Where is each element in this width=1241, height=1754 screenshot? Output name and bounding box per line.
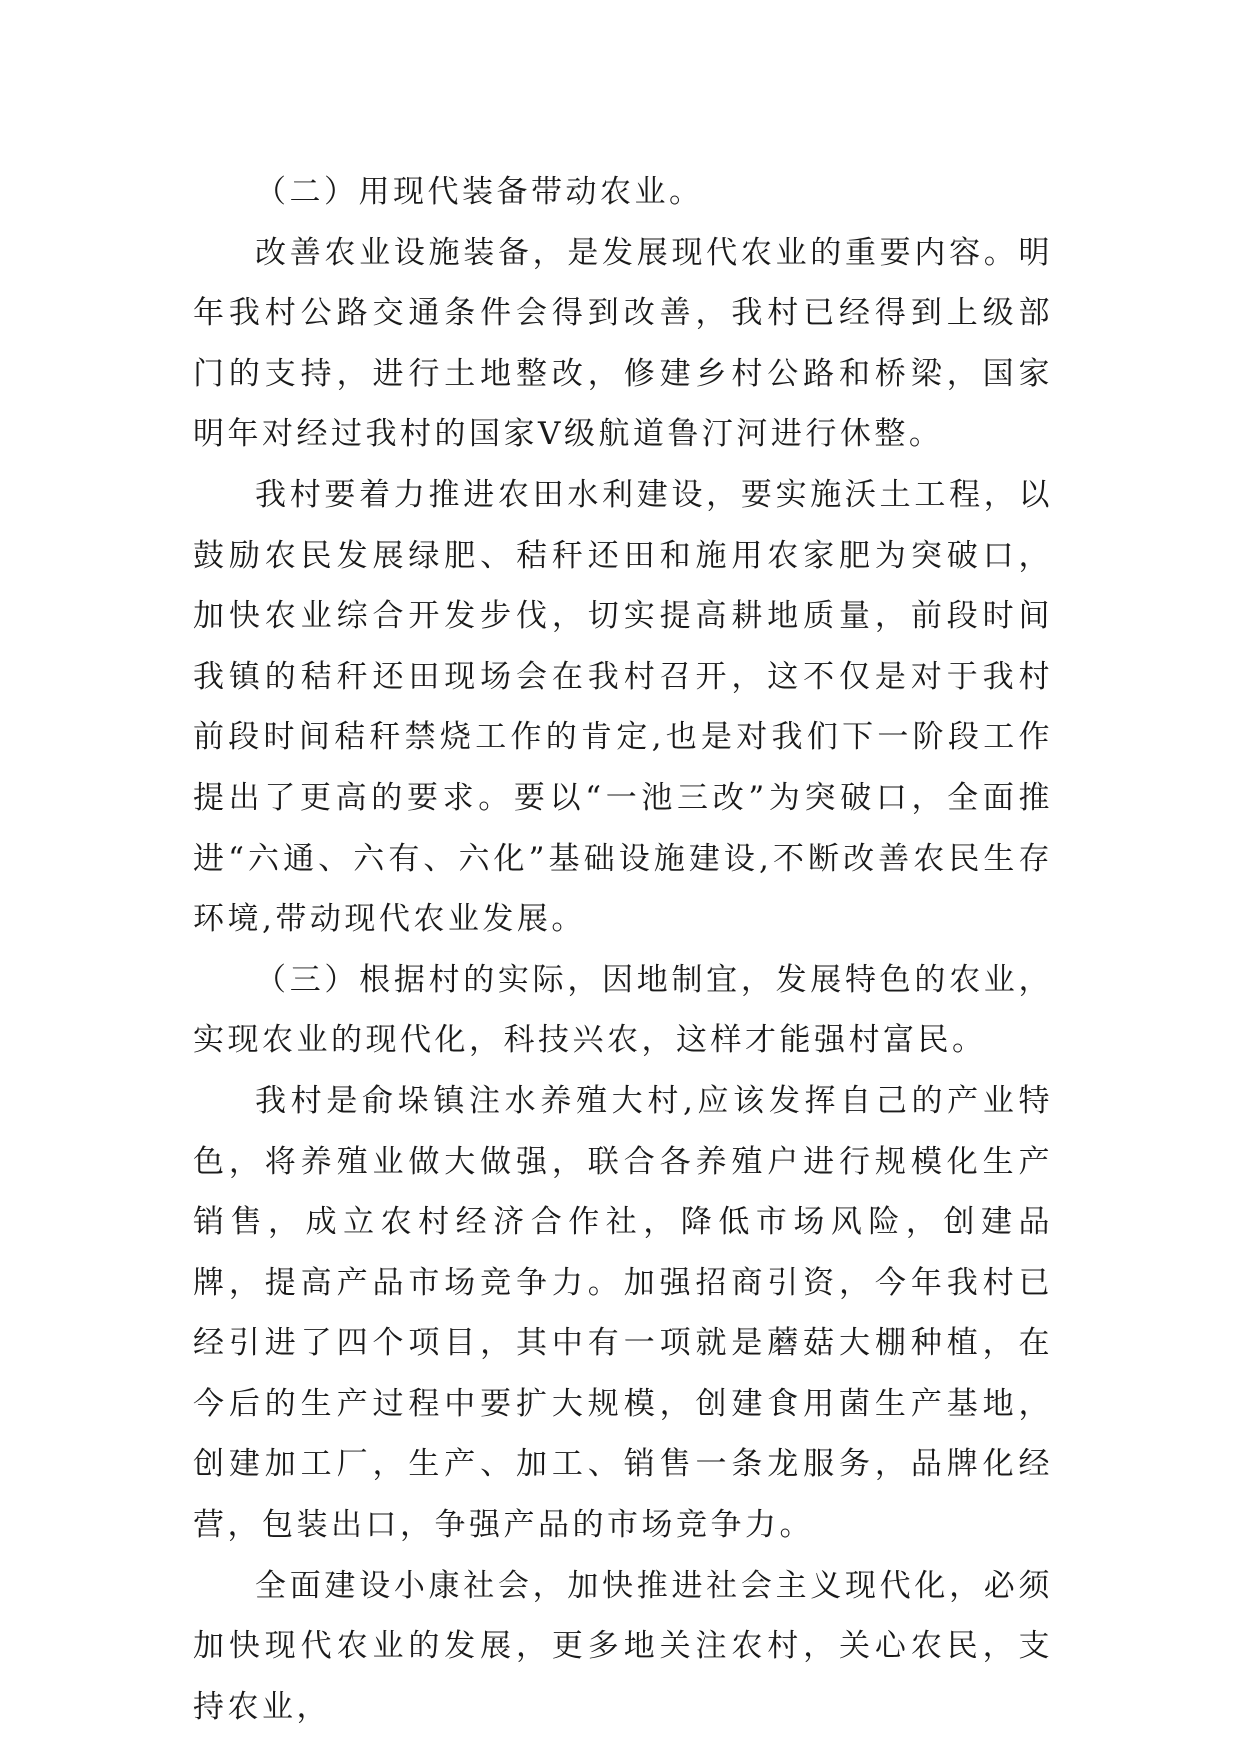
section-heading-3: （三）根据村的实际，因地制宜，发展特色的农业，实现农业的现代化，科技兴农，这样才能强村富民。 — [193, 961, 1053, 1059]
section-heading-2: （二）用现代装备带动农业。 — [255, 174, 704, 210]
paragraph-aquaculture: 我村是俞垛镇注水养殖大村,应该发挥自己的产业特色，将养殖业做大做强，联合各养殖户进行规模化生产销售，成立农村经济合作社，降低市场风险，创建品牌，提高产品市场竞争力。加强招商引资，今年我村已经引进了四个项目，其中有一项就是蘑菇大棚种植，在今后的生产过程中要扩大规模，创建食用菌生产基地，创建加工厂，生产、加工、销售一条龙服务，品牌化经营，包装出口，争强产品的市场竞争力。 — [193, 1082, 1053, 1544]
paragraph-conclusion: 全面建设小康社会，加快推进社会主义现代化，必须加快现代农业的发展，更多地关注农村，关心农民，支持农业， — [193, 1567, 1053, 1725]
document-body — [193, 162, 1053, 1737]
paragraph-facilities: 改善农业设施装备，是发展现代农业的重要内容。明年我村公路交通条件会得到改善，我村已经得到上级部门的支持，进行土地整改，修建乡村公路和桥梁，国家明年对经过我村的国家Ⅴ级航道鲁汀河进行休整。 — [193, 234, 1053, 453]
paragraph-irrigation: 我村要着力推进农田水利建设，要实施沃土工程，以鼓励农民发展绿肥、秸秆还田和施用农家肥为突破口，加快农业综合开发步伐，切实提高耕地质量，前段时间我镇的秸秆还田现场会在我村召开，这不仅是对于我村前段时间秸秆禁烧工作的肯定,也是对我们下一阶段工作提出了更高的要求。要以“一池三改”为突破口，全面推进“六通、六有、六化”基础设施建设,不断改善农民生存环境,带动现代农业发展。 — [193, 476, 1053, 938]
